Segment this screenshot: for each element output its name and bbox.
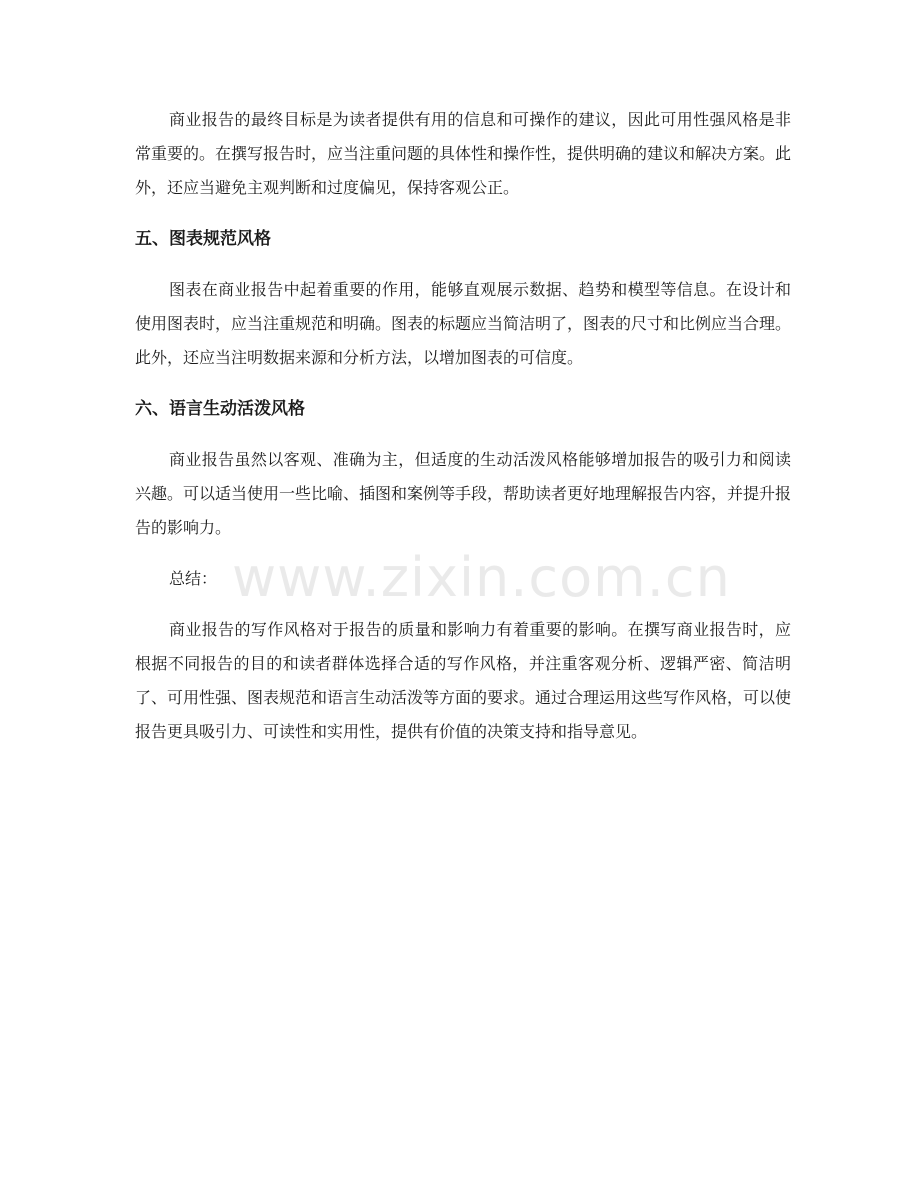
spacer: [135, 545, 791, 562]
section-heading-language: 六、语言生动活泼风格: [135, 399, 305, 419]
summary-label: 总结：: [169, 569, 218, 588]
spacer: [135, 426, 791, 443]
spacer: [135, 375, 791, 392]
watermark: www.zixin.com.cn: [232, 546, 731, 609]
spacer: [135, 596, 791, 613]
spacer: [135, 205, 791, 222]
document-body: [135, 103, 791, 749]
spacer: [135, 256, 791, 273]
paragraph-summary: 商业报告的写作风格对于报告的质量和影响力有着重要的影响。在撰写商业报告时，应根据不同报告的目的和读者群体选择合适的写作风格，并注重客观分析、逻辑严密、简洁明了、可用性强、图表规范和语言生动活泼等方面的要求。通过合理运用这些写作风格，可以使报告更具吸引力、可读性和实用性，提供有价值的决策支持和指导意见。: [135, 620, 792, 741]
paragraph-usability: 商业报告的最终目标是为读者提供有用的信息和可操作的建议，因此可用性强风格是非常重要的。在撰写报告时，应当注重问题的具体性和操作性，提供明确的建议和解决方案。此外，还应当避免主观判断和过度偏见，保持客观公正。: [135, 110, 792, 197]
section-heading-charts: 五、图表规范风格: [135, 229, 271, 249]
paragraph-language: 商业报告虽然以客观、准确为主，但适度的生动活泼风格能够增加报告的吸引力和阅读兴趣。可以适当使用一些比喻、插图和案例等手段，帮助读者更好地理解报告内容，并提升报告的影响力。: [135, 450, 792, 537]
paragraph-charts: 图表在商业报告中起着重要的作用，能够直观展示数据、趋势和模型等信息。在设计和使用图表时，应当注重规范和明确。图表的标题应当简洁明了，图表的尺寸和比例应当合理。此外，还应当注明数据来源和分析方法，以增加图表的可信度。: [135, 280, 792, 367]
